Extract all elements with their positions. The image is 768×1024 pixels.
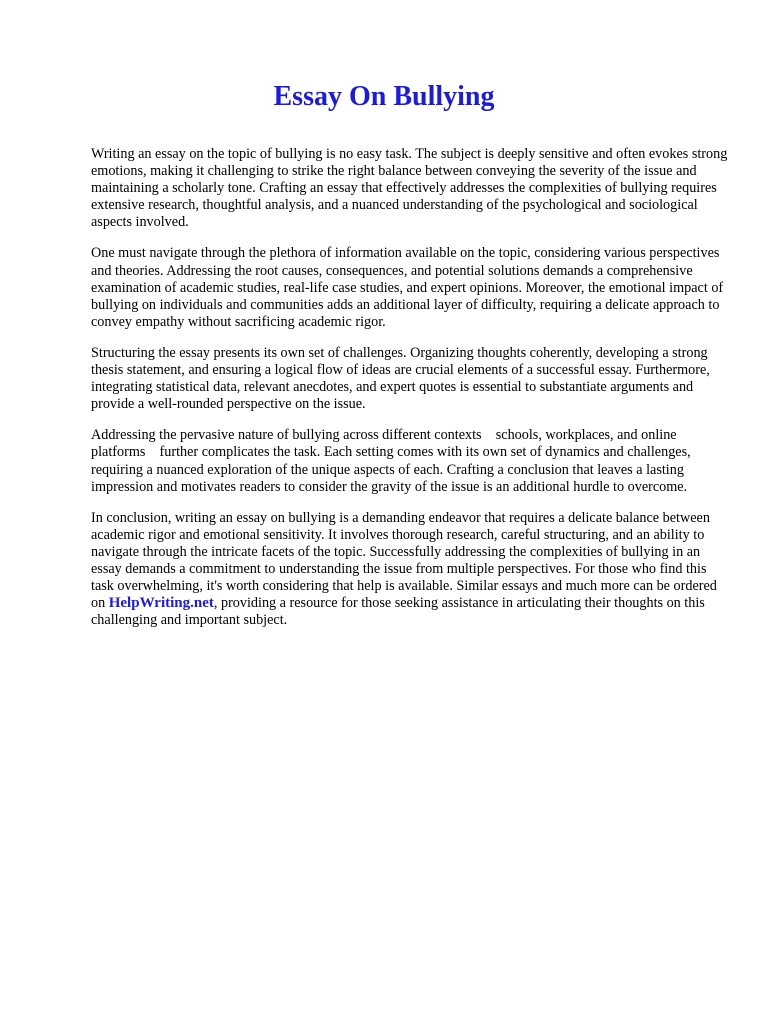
paragraph-research: One must navigate through the plethora of information available on the topic, considering various perspectives and theories. Addressing the root causes, consequences, and potential solutions demands a comprehensive examination of academic studies, real-life case studies, and expert opinions. Moreover, the emotional impact of bullying on individuals and communities adds an additional layer of difficulty, requiring a delicate approach to convey empathy without sacrificing academic rigor. <box>91 245 724 330</box>
essay-body <box>91 146 731 643</box>
conclusion-text-after-link: , providing a resource for those seeking assistance in articulating their thoughts on this challenging and important subject. <box>91 595 705 629</box>
conclusion-text-before-link: In conclusion, writing an essay on bullying is a demanding endeavor that requires a delicate balance between academic rigor and emotional sensitivity. It involves thorough research, careful structuring, and an ability to navigate through the intricate facets of the topic. Successfully addressing the complexities of bullying in an essay demands a commitment to understanding the issue from multiple perspectives. For those who find this task overwhelming, it's worth considering that help is available. Similar essays and much more can be ordered on <box>91 509 717 612</box>
helpwriting-link[interactable]: HelpWriting.net <box>108 595 214 612</box>
paragraph-structure: Structuring the essay presents its own set of challenges. Organizing thoughts coherently, developing a strong thesis statement, and ensuring a logical flow of ideas are crucial elements of a successful essay. Furthermore, integrating statistical data, relevant anecdotes, and expert quotes is essential to substantiate arguments and provide a well-rounded perspective on the issue. <box>91 344 710 413</box>
paragraph-intro: Writing an essay on the topic of bullying is no easy task. The subject is deeply sensitive and often evokes strong emotions, making it challenging to strike the right balance between conveying the severity of the issue and maintaining a scholarly tone. Crafting an essay that effectively addresses the complexities of bullying requires extensive research, thoughtful analysis, and a nuanced understanding of the psychological and sociological aspects involved. <box>91 146 728 231</box>
paragraph-conclusion <box>91 510 731 630</box>
page-title: Essay On Bullying <box>273 81 495 112</box>
paragraph-contexts: Addressing the pervasive nature of bullying across different contexts schools, workplaces, and online platforms further complicates the task. Each setting comes with its own set of dynamics and challenges, requiring a nuanced exploration of the unique aspects of each. Crafting a conclusion that leaves a lasting impression and motivates readers to consider the gravity of the issue is an additional hurdle to overcome. <box>91 427 691 495</box>
